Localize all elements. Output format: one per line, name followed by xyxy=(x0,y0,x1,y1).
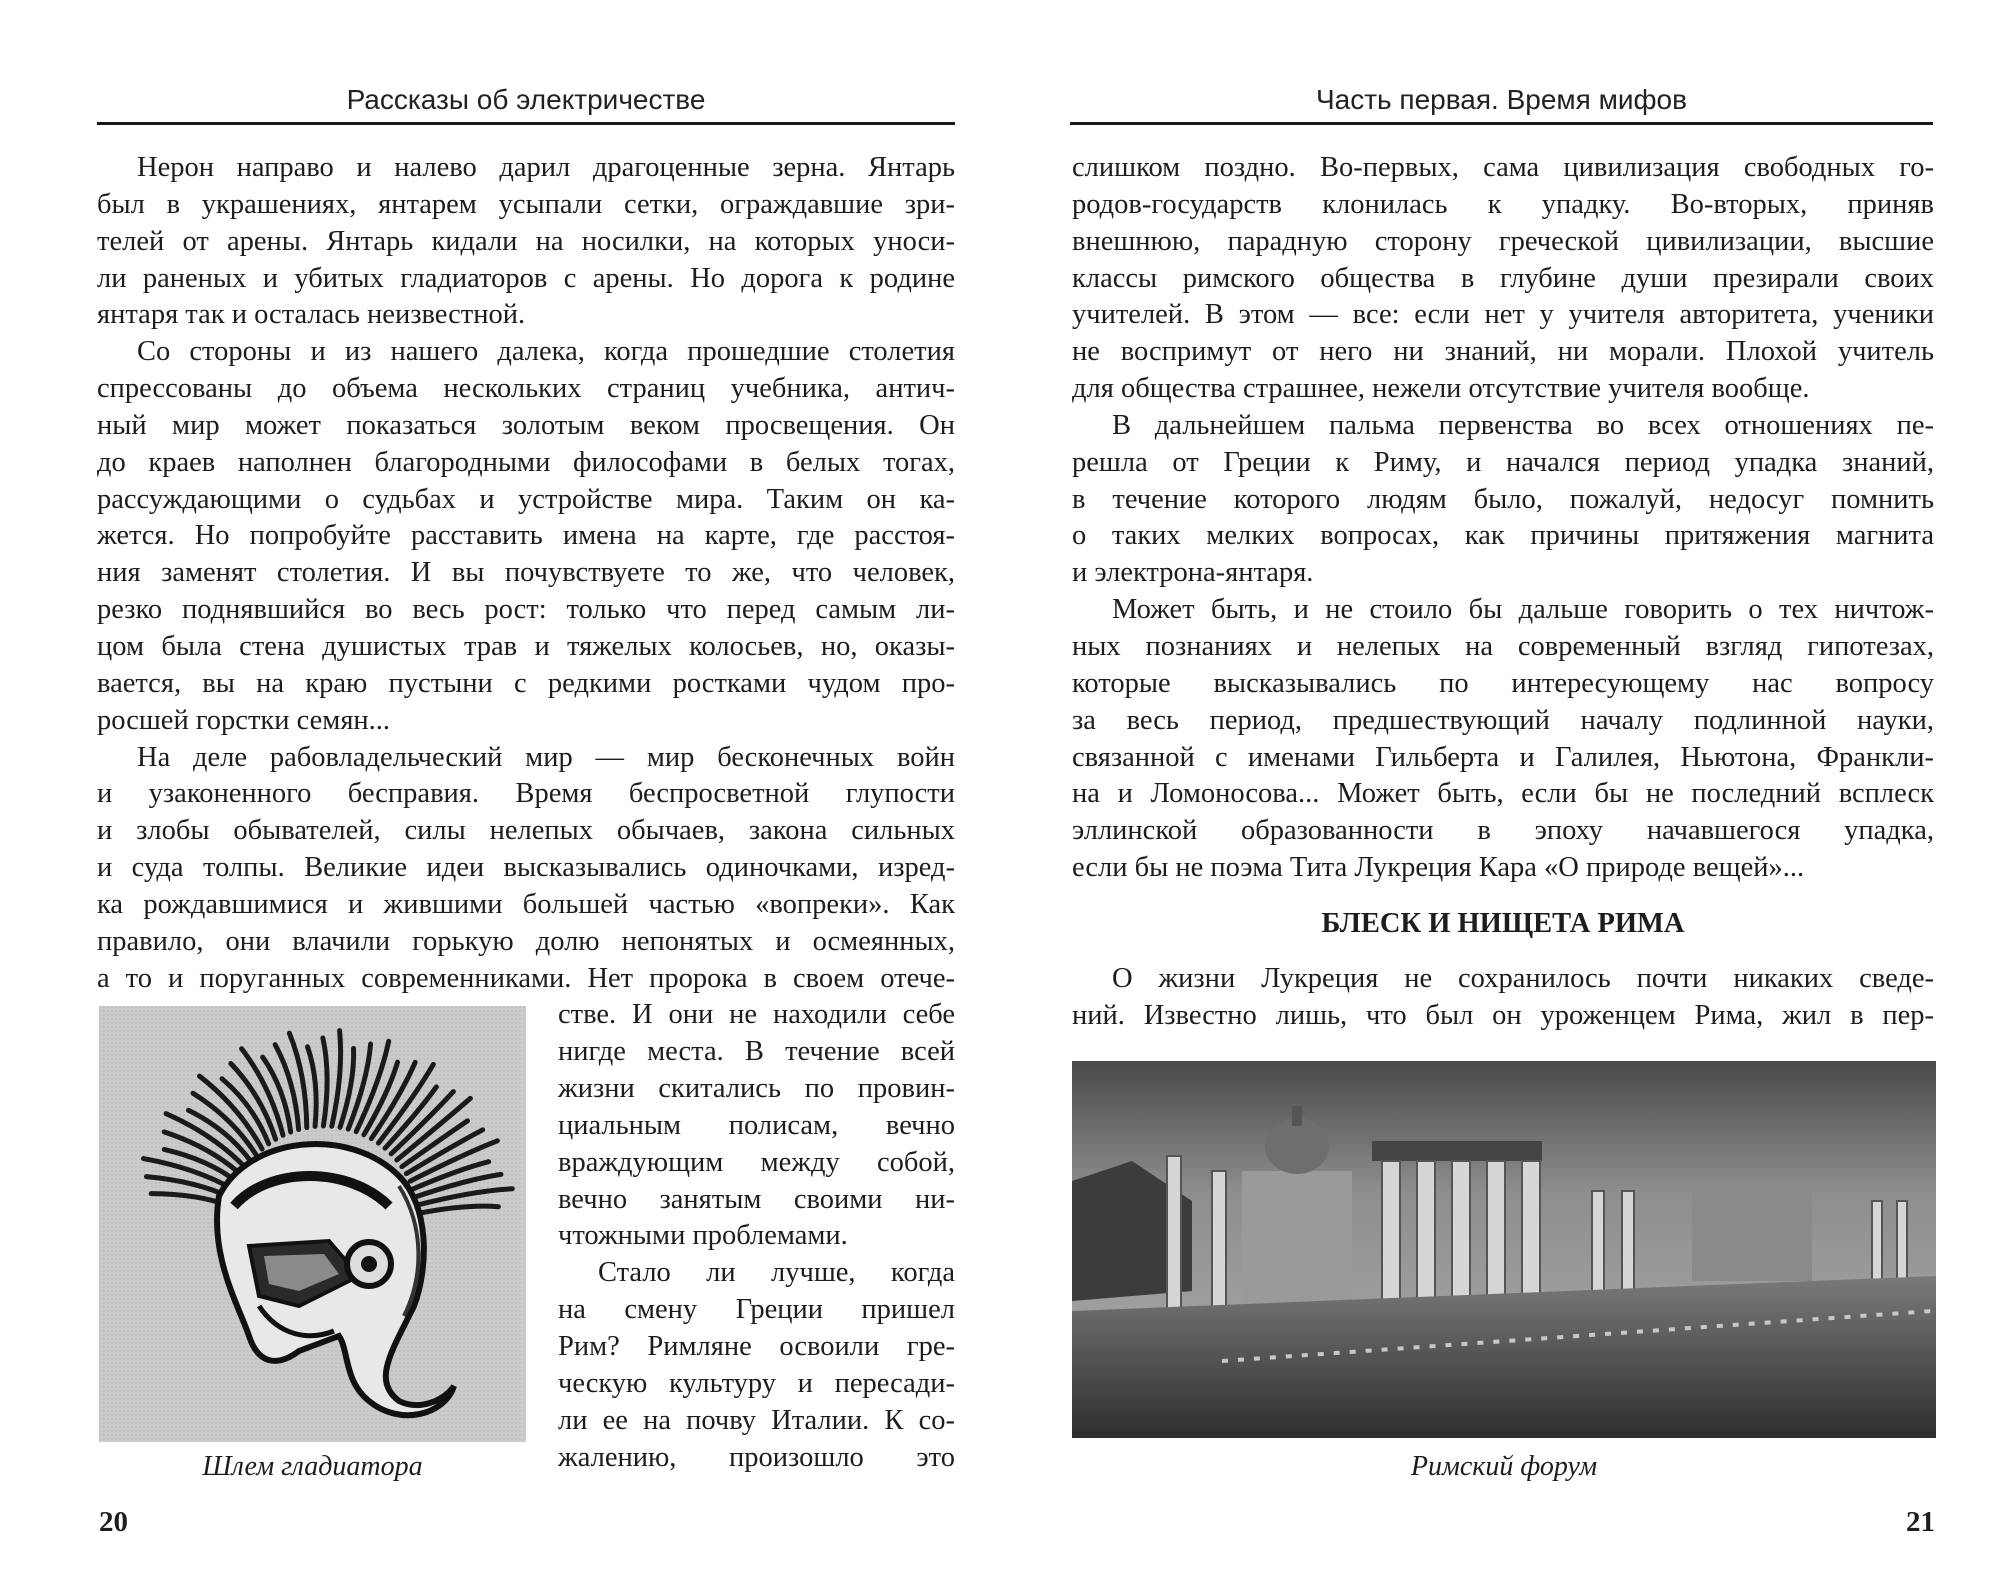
figure-caption-right: Римский форум xyxy=(1410,1451,1598,1482)
text-line: за весь период, предшествующий началу подлинной науки, xyxy=(1072,704,1934,736)
text-line: учителей. В этом — все: если нет у учителя авторитета, ученики xyxy=(1072,299,1934,331)
text-line: в течение которого людям было, пожалуй, недосуг помнить xyxy=(1072,483,1934,515)
text-line: на смену Греции пришел xyxy=(558,1294,955,1326)
text-line: Стало ли лучше, когда xyxy=(598,1257,955,1289)
page-number-left: 20 xyxy=(99,1506,128,1538)
right-page-text xyxy=(1072,150,1934,1035)
text-line: спрессованы до объема нескольких страниц учебника, антич- xyxy=(97,373,955,405)
text-line: был в украшениях, янтарем усыпали сетки, ограждавшие зри- xyxy=(97,188,955,220)
text-line: резко поднявшийся во весь рост: только что перед самым ли- xyxy=(97,594,955,626)
text-line: правило, они влачили горькую долю непонятых и осмеянных, xyxy=(97,925,955,957)
text-line: ли раненых и убитых гладиаторов с арены. Но дорога к родине xyxy=(97,262,955,294)
text-line: враждующим между собой, xyxy=(558,1146,955,1178)
text-line: для общества страшнее, нежели отсутствие учителя вообще. xyxy=(1072,373,1810,405)
text-line: жизни скитались по провин- xyxy=(558,1073,955,1105)
text-line: до краев наполнен благородными философами в белых тогах, xyxy=(97,446,955,478)
text-line: ных познаниях и нелепых на современный взгляд гипотезах, xyxy=(1072,630,1934,662)
text-line: ный мир может показаться золотым веком просвещения. Он xyxy=(97,409,955,441)
running-head-left: Рассказы об электричестве xyxy=(346,84,706,115)
header-rule-right xyxy=(1070,122,1933,125)
text-line: классы римского общества в глубине души презирали своих xyxy=(1072,262,1934,294)
text-line: и суда толпы. Великие идеи высказывались одиночками, изред- xyxy=(97,852,955,884)
section-heading: БЛЕСК И НИЩЕТА РИМА xyxy=(1321,907,1685,939)
text-line: чтожными проблемами. xyxy=(558,1220,848,1252)
text-line: если бы не поэма Тита Лукреция Кара «О природе вещей»... xyxy=(1072,852,1805,884)
text-line: связанной с именами Гильберта и Галилея, Ньютона, Франкли- xyxy=(1072,741,1934,773)
roman-forum-image xyxy=(1072,1061,1936,1438)
text-line: телей от арены. Янтарь кидали на носилки, на которых уноси- xyxy=(97,225,955,257)
text-line: родов-государств клонилась к упадку. Во-вторых, приняв xyxy=(1072,188,1934,220)
text-line: ка рождавшимися и жившими большей частью «вопреки». Как xyxy=(97,888,955,920)
text-line: На деле рабовладельческий мир — мир бесконечных войн xyxy=(137,741,955,773)
text-line: вечно занятым своими ни- xyxy=(558,1183,955,1215)
text-line: В дальнейшем пальма первенства во всех отношениях пе- xyxy=(1112,409,1934,441)
text-line: не воспримут от него ни знаний, ни морали. Плохой учитель xyxy=(1072,336,1934,368)
text-line: решла от Греции к Риму, и начался период упадка знаний, xyxy=(1072,446,1934,478)
text-line: ния заменят столетия. И вы почувствуете то же, что человек, xyxy=(97,557,955,589)
header-rule-left xyxy=(97,122,955,125)
gladiator-helmet-illustration xyxy=(99,1006,526,1442)
text-line: ли ее на почву Италии. К со- xyxy=(558,1404,955,1436)
text-line: эллинской образованности в эпоху начавшегося упадка, xyxy=(1072,815,1934,847)
text-line: и злобы обывателей, силы нелепых обычаев, закона сильных xyxy=(97,815,955,847)
running-head-right: Часть первая. Время мифов xyxy=(1316,84,1687,115)
page-number-right: 21 xyxy=(1906,1506,1935,1538)
text-line: слишком поздно. Во-первых, сама цивилизация свободных го- xyxy=(1072,152,1934,183)
text-line: стве. И они не находили себе xyxy=(558,999,955,1031)
text-line: Со стороны и из нашего далека, когда прошедшие столетия xyxy=(137,336,955,368)
text-line: рассуждающими о судьбах и устройстве мира. Таким он ка- xyxy=(97,483,955,515)
text-line: О жизни Лукреция не сохранилось почти никаких сведе- xyxy=(1112,962,1934,994)
text-line: Нерон направо и налево дарил драгоценные зерна. Янтарь xyxy=(137,152,955,183)
text-line: циальным полисам, вечно xyxy=(558,1109,955,1141)
text-line: вается, вы на краю пустыни с редкими ростками чудом про- xyxy=(97,667,955,699)
text-line: цом была стена душистых трав и тяжелых колосьев, но, оказы- xyxy=(97,630,955,662)
text-line: которые высказывались по интересующему нас вопросу xyxy=(1072,667,1934,699)
text-line: а то и поруганных современниками. Нет пророка в своем отече- xyxy=(97,962,955,994)
text-line: янтаря так и осталась неизвестной. xyxy=(97,299,526,331)
text-line: внешнюю, парадную сторону греческой цивилизации, высшие xyxy=(1072,225,1934,257)
helmet-icon xyxy=(99,1006,526,1442)
figure-caption-left: Шлем гладиатора xyxy=(202,1451,423,1482)
roman-forum-photo xyxy=(1072,1061,1936,1438)
text-line: Рим? Римляне освоили гре- xyxy=(558,1331,955,1362)
text-line: нигде места. В течение всей xyxy=(558,1036,955,1068)
text-line: росшей горстки семян... xyxy=(97,704,391,736)
text-line: и электрона-янтаря. xyxy=(1072,557,1314,589)
text-line: ний. Известно лишь, что был он уроженцем Рима, жил в пер- xyxy=(1072,999,1934,1031)
text-line: Может быть, и не стоило бы дальше говорить о тех ничтож- xyxy=(1112,594,1934,626)
text-line: на и Ломоносова... Может быть, если бы не последний всплеск xyxy=(1072,778,1934,810)
text-line: жалению, произошло это xyxy=(558,1441,955,1473)
text-line: и узаконенного бесправия. Время беспросветной глупости xyxy=(97,778,955,810)
text-line: жется. Но попробуйте расставить имена на карте, где расстоя- xyxy=(97,520,955,552)
text-line: ческую культуру и пересади- xyxy=(558,1367,955,1399)
text-line: о таких мелких вопросах, как причины притяжения магнита xyxy=(1072,520,1934,552)
